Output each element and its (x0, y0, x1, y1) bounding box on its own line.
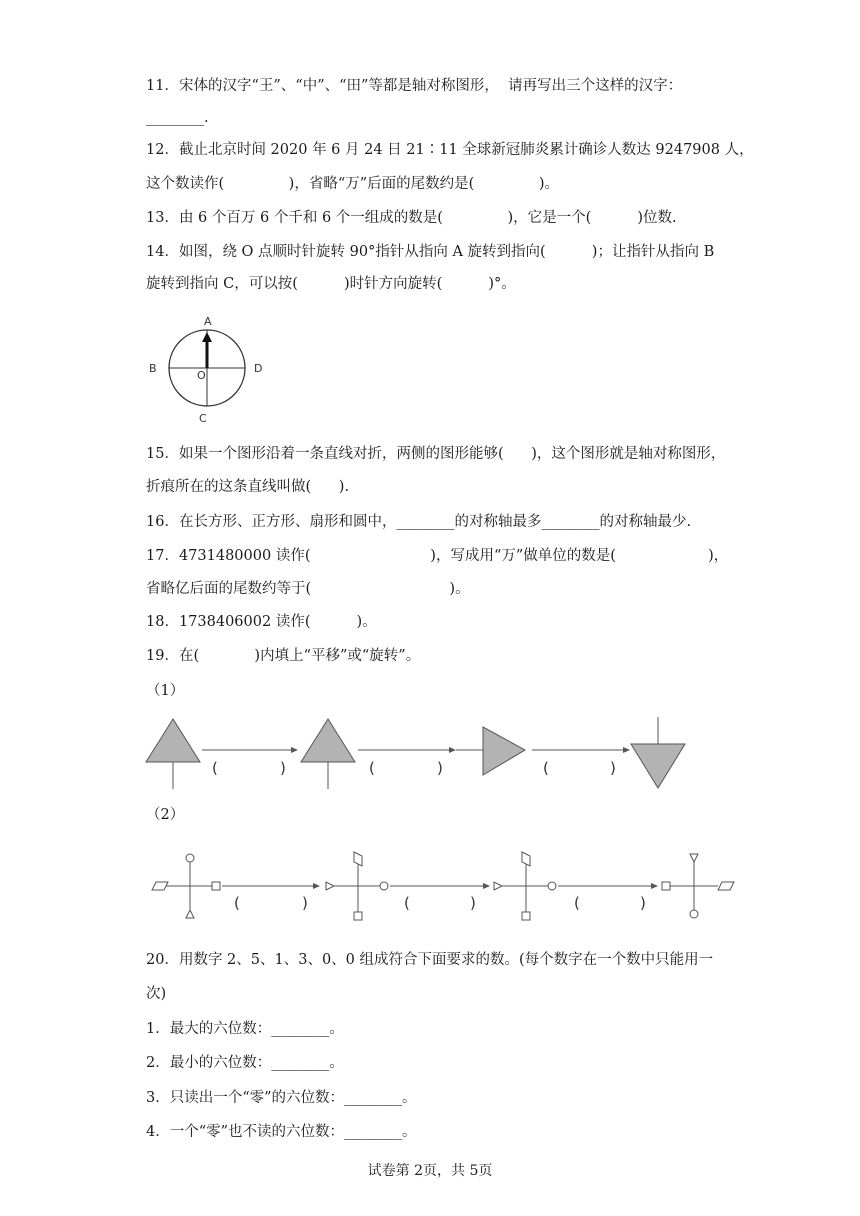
triangle-2 (301, 719, 355, 762)
cross-figure-2 (326, 852, 388, 920)
paren-4-close: ) (302, 894, 308, 912)
q20-line2: 次) (146, 986, 167, 1002)
label-c: C (199, 412, 207, 425)
triangle-1 (146, 719, 200, 762)
cross-figure-3 (494, 852, 556, 920)
q12-line2: 这个数读作( )，省略“万”后面的尾数约是( )。 (146, 176, 560, 192)
label-b: B (149, 362, 157, 375)
q18-line1: 18．1738406002 读作( )。 (146, 614, 377, 630)
q20-item-3: 3．只读出一个“零”的六位数：________。 (146, 1090, 417, 1106)
paren-3-close: ) (610, 759, 616, 777)
q15-line2: 折痕所在的这条直线叫做( ). (146, 479, 350, 495)
triangle-3 (483, 727, 525, 775)
arrow-1-head (291, 747, 298, 753)
paren-6-open: ( (574, 894, 580, 912)
label-d: D (254, 362, 263, 375)
arrow-5-head (483, 883, 490, 889)
q20-item-4: 4．一个“零”也不读的六位数：________。 (146, 1124, 417, 1140)
paren-2-close: ) (437, 759, 443, 777)
q11-line1: 11．宋体的汉字“王”、“中”、“田”等都是轴对称图形， 请再写出三个这样的汉字： (146, 78, 683, 94)
arrow-3-head (623, 747, 630, 753)
label-o: O (197, 369, 206, 382)
paren-6-close: ) (640, 894, 646, 912)
q19-part1-label: （1） (146, 683, 185, 699)
arrow-6-head (651, 883, 658, 889)
page-footer: 试卷第 2页，共 5页 (367, 1163, 493, 1179)
paren-1-open: ( (212, 759, 218, 777)
q14-clock-figure (140, 310, 280, 430)
q19-figure-1 (140, 712, 740, 797)
clock-pointer-arrowhead (202, 332, 212, 342)
q11-line2: ________. (146, 110, 209, 126)
arrow-2-head (449, 747, 456, 753)
cross-figure-1 (152, 854, 220, 918)
q20-line1: 20．用数字 2、5、1、3、0、0 组成符合下面要求的数。(每个数字在一个数中只能用一 (146, 952, 714, 968)
paren-2-open: ( (369, 759, 375, 777)
q15-line1: 15．如果一个图形沿着一条直线对折，两侧的图形能够( )，这个图形就是轴对称图形， (146, 446, 726, 462)
q19-figure-2 (140, 848, 740, 928)
cross-figure-4 (662, 854, 734, 918)
q14-line2: 旋转到指向 C，可以按( )时针方向旋转( )°。 (146, 276, 516, 292)
q20-item-2: 2．最小的六位数：________。 (146, 1055, 344, 1071)
paren-5-open: ( (404, 894, 410, 912)
paren-3-open: ( (543, 759, 549, 777)
paren-1-close: ) (280, 759, 286, 777)
q20-item-1: 1．最大的六位数：________。 (146, 1021, 344, 1037)
triangle-4 (631, 744, 685, 788)
q13-line1: 13．由 6 个百万 6 个千和 6 个一组成的数是( )，它是一个( )位数. (146, 210, 677, 226)
q16-line1: 16．在长方形、正方形、扇形和圆中，________的对称轴最多________的对称轴最少. (146, 514, 692, 530)
label-a: A (204, 315, 212, 328)
q12-line1: 12．截止北京时间 2020 年 6 月 24 日 21∶11 全球新冠肺炎累计确诊人数达 9247908 人， (146, 142, 754, 158)
q14-line1: 14．如图，绕 O 点顺时针旋转 90°指针从指向 A 旋转到指向( )；让指针从指向 B (146, 244, 715, 260)
arrow-4-head (313, 883, 320, 889)
paren-4-open: ( (234, 894, 240, 912)
q19-part2-label: （2） (146, 807, 185, 823)
q17-line2: 省略亿后面的尾数约等于( )。 (146, 581, 470, 597)
paren-5-close: ) (470, 894, 476, 912)
q17-line1: 17．4731480000 读作( )，写成用“万”做单位的数是( )， (146, 548, 729, 564)
q19-line1: 19．在( )内填上“平移”或“旋转”。 (146, 648, 421, 664)
